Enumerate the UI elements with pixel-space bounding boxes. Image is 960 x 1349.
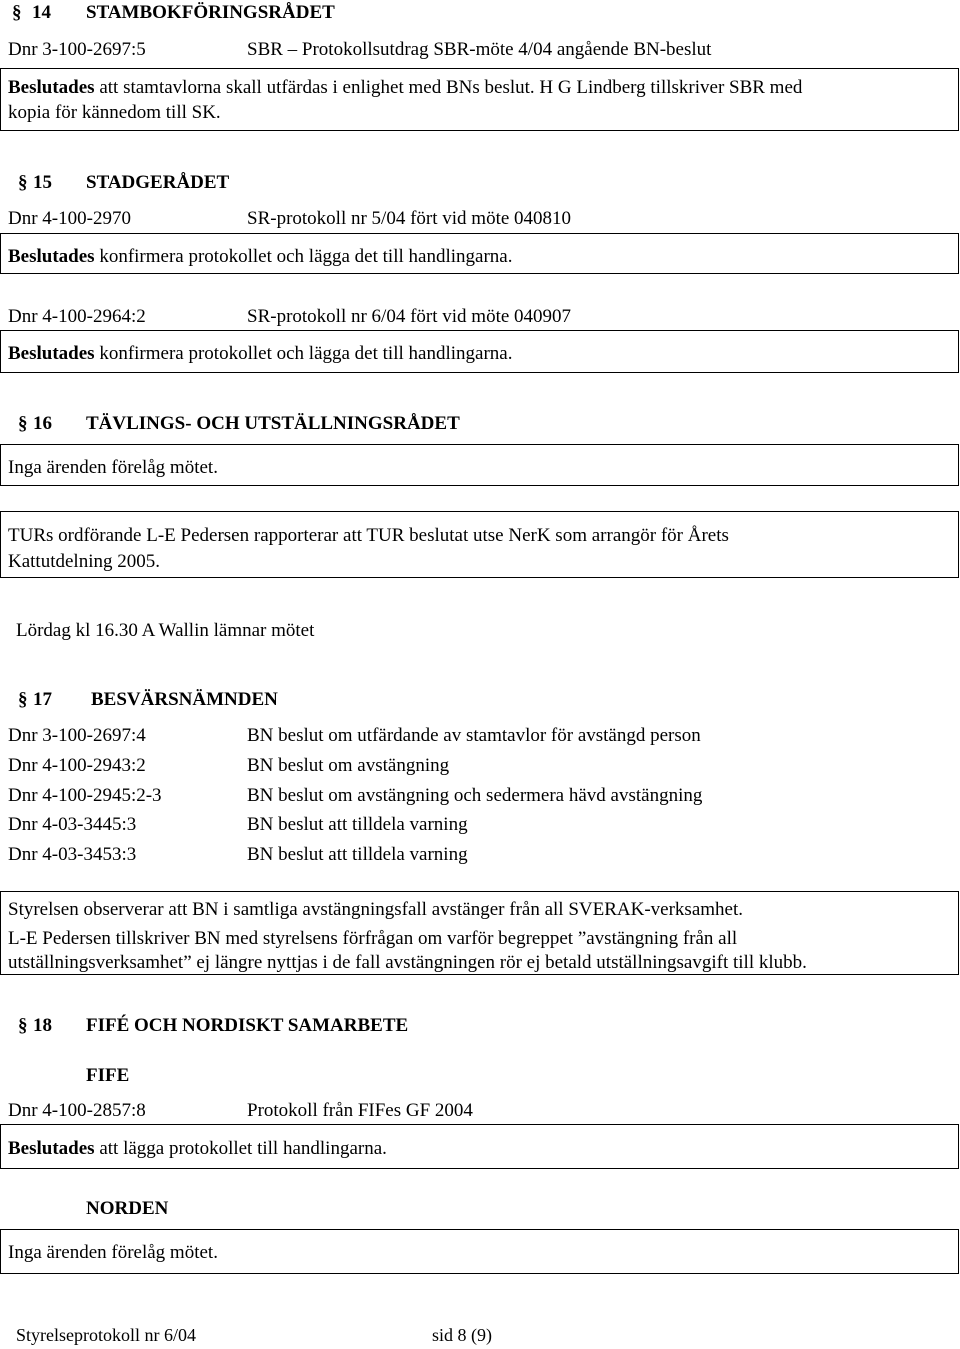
section-16-title: TÄVLINGS- OCH UTSTÄLLNINGSRÅDET [86,413,460,434]
s15-item2-dnr: Dnr 4-100-2964:2 [8,306,146,327]
s17-box-line3: utställningsverksamhet” ej längre nyttjas i de fall avstängningen rör ej betald utställningsavgift till klubb. [8,952,807,973]
section-15-number: 15 [33,172,52,193]
s15-item1-decision-text: konfirmera protokollet och lägga det till handlingarna. [94,246,513,267]
s17-box-line1: Styrelsen observerar att BN i samtliga avstängningsfall avstänger från all SVERAK-verksamhet. [8,899,743,920]
section-18-title: FIFÉ OCH NORDISKT SAMARBETE [86,1015,409,1036]
section-18-number: 18 [33,1015,52,1036]
section-17-title: BESVÄRSNÄMNDEN [91,689,278,710]
footer-page-number: sid 8 (9) [432,1325,492,1345]
s14-decision-line1 [8,77,802,100]
s18-norden-note: Inga ärenden förelåg mötet. [8,1242,218,1263]
s17-row3-subject: BN beslut om avstängning och sedermera hävd avstängning [247,785,703,806]
s16-note: Inga ärenden förelåg mötet. [8,457,218,478]
fife-heading: FIFE [86,1065,130,1086]
s15-item1-decision-bold: Beslutades [8,246,95,267]
s15-item1-subject: SR-protokoll nr 5/04 fört vid möte 040810 [247,208,572,229]
s17-row4-dnr: Dnr 4-03-3445:3 [8,814,137,835]
section-17-number: 17 [33,689,52,710]
section-14-title: STAMBOKFÖRINGSRÅDET [86,2,335,23]
section-17-sign: § [18,689,28,710]
section-15-title: STADGERÅDET [86,172,230,193]
section-16-number: 16 [33,413,52,434]
s17-row2-dnr: Dnr 4-100-2943:2 [8,755,146,776]
s15-item2-decision [8,343,512,366]
s18-fife-decision-text: att lägga protokollet till handlingarna. [94,1138,387,1159]
s17-row4-subject: BN beslut att tilldela varning [247,814,468,835]
s15-item1-dnr: Dnr 4-100-2970 [8,208,131,229]
s14-decision-line2: kopia för kännedom till SK. [8,102,221,123]
s14-subject: SBR – Protokollsutdrag SBR-möte 4/04 angående BN-beslut [247,39,712,60]
break-note: Lördag kl 16.30 A Wallin lämnar mötet [16,620,315,641]
footer-document: Styrelseprotokoll nr 6/04 [16,1325,196,1345]
s17-row1-subject: BN beslut om utfärdande av stamtavlor för avstängd person [247,725,701,746]
s17-row3-dnr: Dnr 4-100-2945:2-3 [8,785,162,806]
s18-fife-decision [8,1138,387,1161]
s15-item2-decision-text: konfirmera protokollet och lägga det till handlingarna. [94,343,513,364]
s17-box-line2: L-E Pedersen tillskriver BN med styrelsens förfrågan om varför begreppet ”avstängning från all [8,928,738,949]
section-14-number: 14 [32,2,51,23]
s14-dnr: Dnr 3-100-2697:5 [8,39,146,60]
s16-report-line1: TURs ordförande L-E Pedersen rapporterar att TUR beslutat utse NerK som arrangör för Årets [8,525,729,546]
section-16-sign: § [18,413,28,434]
section-14-sign: § [12,2,22,23]
section-15-sign: § [18,172,28,193]
s14-decision-text: att stamtavlorna skall utfärdas i enlighet med BNs beslut. H G Lindberg tillskriver SBR med [94,77,803,98]
s17-row5-dnr: Dnr 4-03-3453:3 [8,844,137,865]
s15-item2-decision-bold: Beslutades [8,343,95,364]
s17-row5-subject: BN beslut att tilldela varning [247,844,468,865]
s18-fife-subject: Protokoll från FIFes GF 2004 [247,1100,473,1121]
s16-report-line2: Kattutdelning 2005. [8,551,160,572]
s15-item2-subject: SR-protokoll nr 6/04 fört vid möte 040907 [247,306,572,327]
s17-row2-subject: BN beslut om avstängning [247,755,450,776]
norden-heading: NORDEN [86,1198,169,1219]
s17-row1-dnr: Dnr 3-100-2697:4 [8,725,146,746]
section-18-sign: § [18,1015,28,1036]
s15-item1-decision [8,246,512,269]
s18-fife-dnr: Dnr 4-100-2857:8 [8,1100,146,1121]
s18-fife-decision-bold: Beslutades [8,1138,95,1159]
s14-decision-bold: Beslutades [8,77,95,98]
